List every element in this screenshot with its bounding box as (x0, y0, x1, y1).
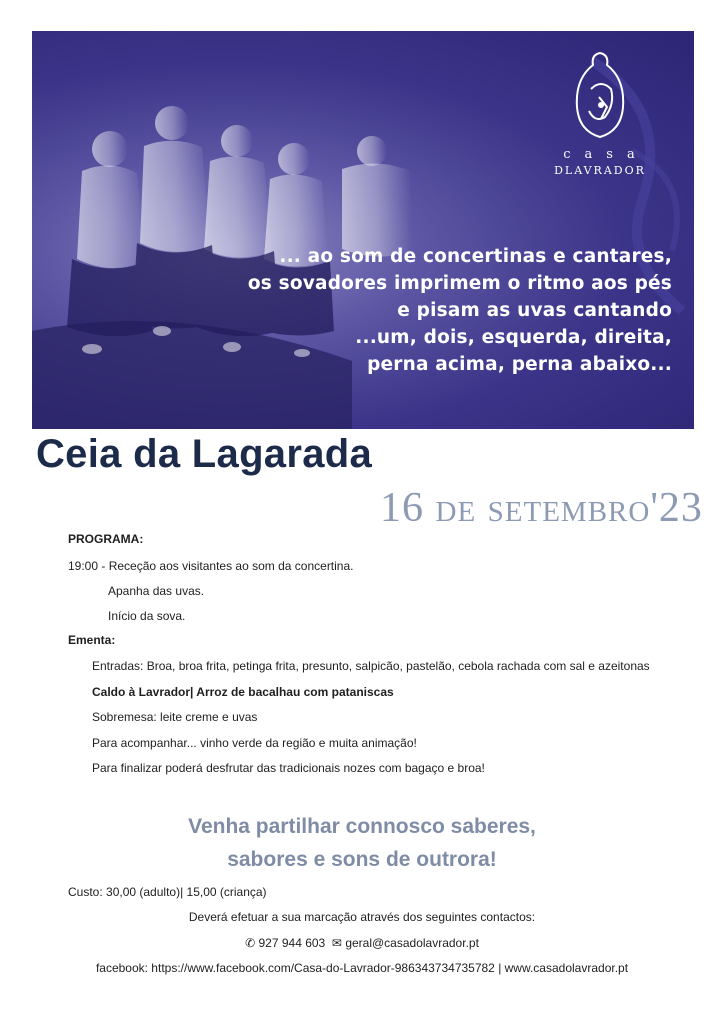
quote-line: os sovadores imprimem o ritmo aos pés (247, 273, 672, 294)
quote-line: perna acima, perna abaixo... (367, 354, 672, 375)
ementa-heading: Ementa: (68, 633, 116, 647)
quote-line: ...um, dois, esquerda, direita, (355, 327, 672, 348)
quote-line: e pisam as uvas cantando (397, 300, 672, 321)
event-date: 16 de setembro'23 (380, 485, 703, 531)
jug-logo-icon (565, 49, 635, 141)
casa-lavrador-logo (540, 49, 660, 177)
hero-banner (32, 31, 694, 429)
contact-line (0, 936, 724, 950)
email-icon: ✉ (331, 936, 342, 950)
ementa-acompanhar: Para acompanhar... vinho verde da região e muita animação! (92, 736, 417, 750)
programa-item: 19:00 - Receção aos visitantes ao som da concertina. (68, 559, 354, 573)
ementa-entradas: Entradas: Broa, broa frita, petinga frita, presunto, salpicão, pastelão, cebola rachada com sal e azeitonas (92, 659, 650, 673)
facebook-line[interactable]: facebook: https://www.facebook.com/Casa-do-Lavrador-986343734735782 | www.casadolavrador.pt (95, 961, 629, 975)
logo-casa-text: casa (563, 147, 649, 162)
ementa-pratos: Caldo à Lavrador| Arroz de bacalhau com pataniscas (92, 685, 394, 699)
programa-heading: PROGRAMA: (68, 532, 144, 546)
programa-item: Apanha das uvas. (108, 584, 205, 598)
logo-lavrador-text: DLAVRADOR (554, 164, 646, 177)
ementa-sobremesa: Sobremesa: leite creme e uvas (92, 710, 258, 724)
quote-line: ... ao som de concertinas e cantares, (279, 246, 672, 267)
slogan-line: Venha partilhar connosco saberes, (188, 815, 536, 838)
phone-icon: ✆ (245, 936, 256, 950)
email-address[interactable]: geral@casadolavrador.pt (345, 936, 479, 950)
marcacao-text: Deverá efetuar a sua marcação através dos seguintes contactos: (188, 910, 536, 924)
quote-block (152, 243, 672, 378)
programa-item: Início da sova. (108, 609, 186, 623)
phone-number[interactable]: 927 944 603 (258, 936, 326, 950)
event-title: Ceia da Lagarada (36, 432, 373, 476)
slogan-line: sabores e sons de outrora! (227, 848, 497, 871)
custo-text: Custo: 30,00 (adulto)| 15,00 (criança) (68, 885, 267, 899)
ementa-finalizar: Para finalizar poderá desfrutar das tradicionais nozes com bagaço e broa! (92, 761, 485, 775)
